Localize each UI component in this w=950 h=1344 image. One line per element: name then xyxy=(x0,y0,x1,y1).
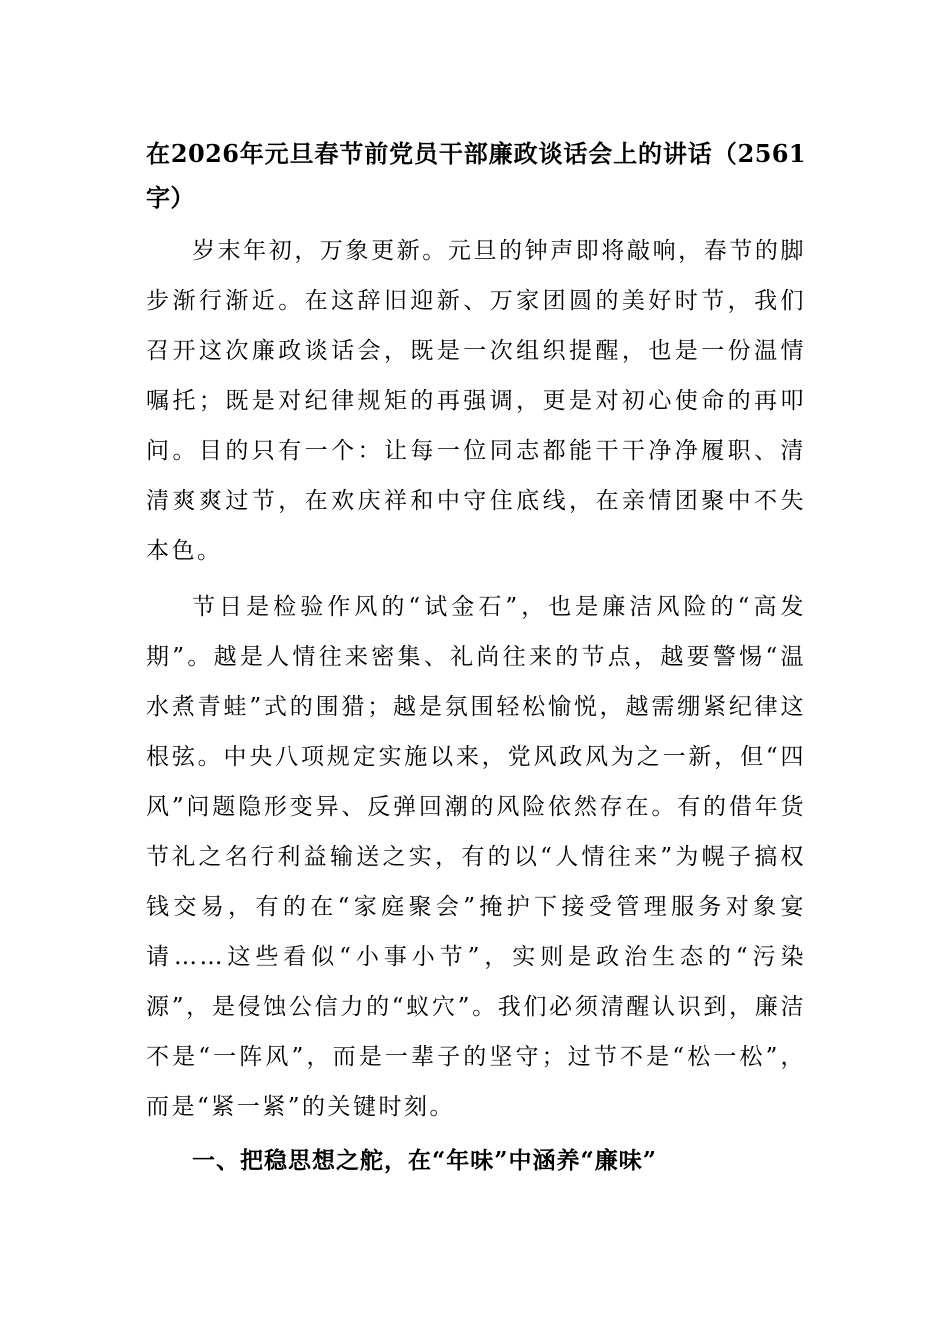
paragraph-intro: 岁末年初，万象更新。元旦的钟声即将敲响，春节的脚步渐行渐近。在这辞旧迎新、万家团圆的美好时节，我们召开这次廉政谈话会，既是一次组织提醒，也是一份温情嘱托；既是对纪律规矩的再强调，更是对初心使命的再叩问。目的只有一个：让每一位同志都能干干净净履职、清清爽爽过节，在欢庆祥和中守住底线，在亲情团聚中不失本色。 xyxy=(146,238,806,564)
section-heading-1: 一、把稳思想之舵，在“年味”中涵养“廉味” xyxy=(192,1147,657,1174)
document-body xyxy=(146,132,806,1186)
paragraph-festival-risk: 节日是检验作风的“试金石”，也是廉洁风险的“高发期”。越是人情往来密集、礼尚往来的节点，越要警惕“温水煮青蛙”式的围猎；越是氛围轻松愉悦，越需绷紧纪律这根弦。中央八项规定实施以来，党风政风为之一新，但“四风”问题隐形变异、反弹回潮的风险依然存在。有的借年货节礼之名行利益输送之实，有的以“人情往来”为幌子搞权钱交易，有的在“家庭聚会”掩护下接受管理服务对象宴请……这些看似“小事小节”，实则是政治生态的“污染源”，是侵蚀公信力的“蚁穴”。我们必须清醒认识到，廉洁不是“一阵风”，而是一辈子的坚守；过节不是“松一松”，而是“紧一紧”的关键时刻。 xyxy=(146,594,806,1120)
document-title: 在2026年元旦春节前党员干部廉政谈话会上的讲话（2561字） xyxy=(146,139,806,212)
